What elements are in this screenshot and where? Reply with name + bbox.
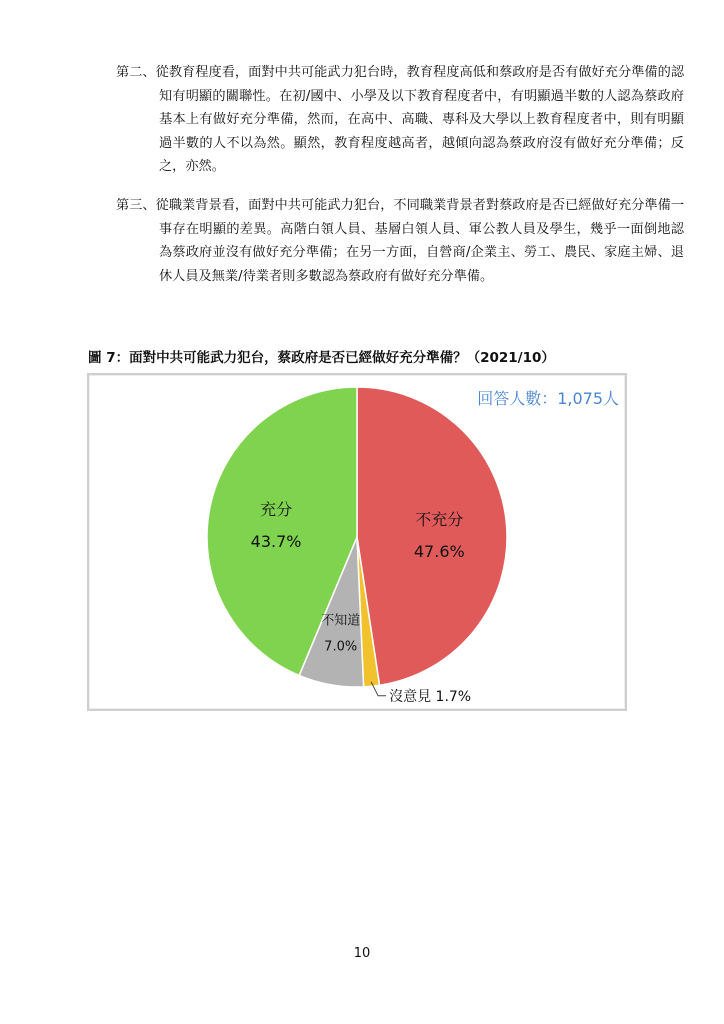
paragraph-label: 第三、 bbox=[116, 198, 156, 213]
slice-label: 不知道 bbox=[321, 613, 361, 629]
paragraph-text: 從教育程度看，面對中共可能武力犯台時，教育程度高低和蔡政府是否有做好充分準備的認知有明顯的關聯性。在初/國中、小學及以下教育程度者中，有明顯過半數的人認為蔡政府基本上有做好充分準備，然而，在高中、高職、專科及大學以上教育程度者中，則有明顯過半數的人不以為然。顯然，教育程度越高者，越傾向認為蔡政府沒有做好充分準備；反之，亦然。 bbox=[155, 65, 685, 174]
paragraph-occupation bbox=[116, 194, 684, 288]
pie-chart-frame bbox=[87, 373, 627, 711]
page-number: 10 bbox=[353, 946, 371, 961]
slice-value-label: 47.6% bbox=[413, 541, 465, 561]
paragraph-text: 從職業背景看，面對中共可能武力犯台，不同職業背景者對蔡政府是否已經做好充分準備一事存在明顯的差異。高階白領人員、基層白領人員、軍公教人員及學生，幾乎一面倒地認為蔡政府並沒有做好充分準備；在另一方面，自營商/企業主、勞工、農民、家庭主婦、退休人員及無業/待業者則多數認為蔡政府有做好充分準備。 bbox=[155, 198, 685, 284]
pie-slice-0 bbox=[357, 387, 507, 685]
pie-chart bbox=[89, 375, 625, 709]
respondents-label: 回答人數：1,075人 bbox=[477, 389, 619, 408]
paragraph-label: 第二、 bbox=[116, 65, 156, 80]
slice-label: 不充分 bbox=[415, 509, 464, 529]
figure-title: 圖 7：面對中共可能武力犯台，蔡政府是否已經做好充分準備？（2021/10） bbox=[88, 350, 555, 366]
slice-label: 充分 bbox=[260, 499, 293, 519]
slice-value-label: 7.0% bbox=[324, 639, 358, 655]
slice-callout-label: 沒意見 1.7% bbox=[389, 688, 472, 705]
paragraph-education bbox=[116, 61, 684, 179]
slice-value-label: 43.7% bbox=[250, 531, 302, 551]
